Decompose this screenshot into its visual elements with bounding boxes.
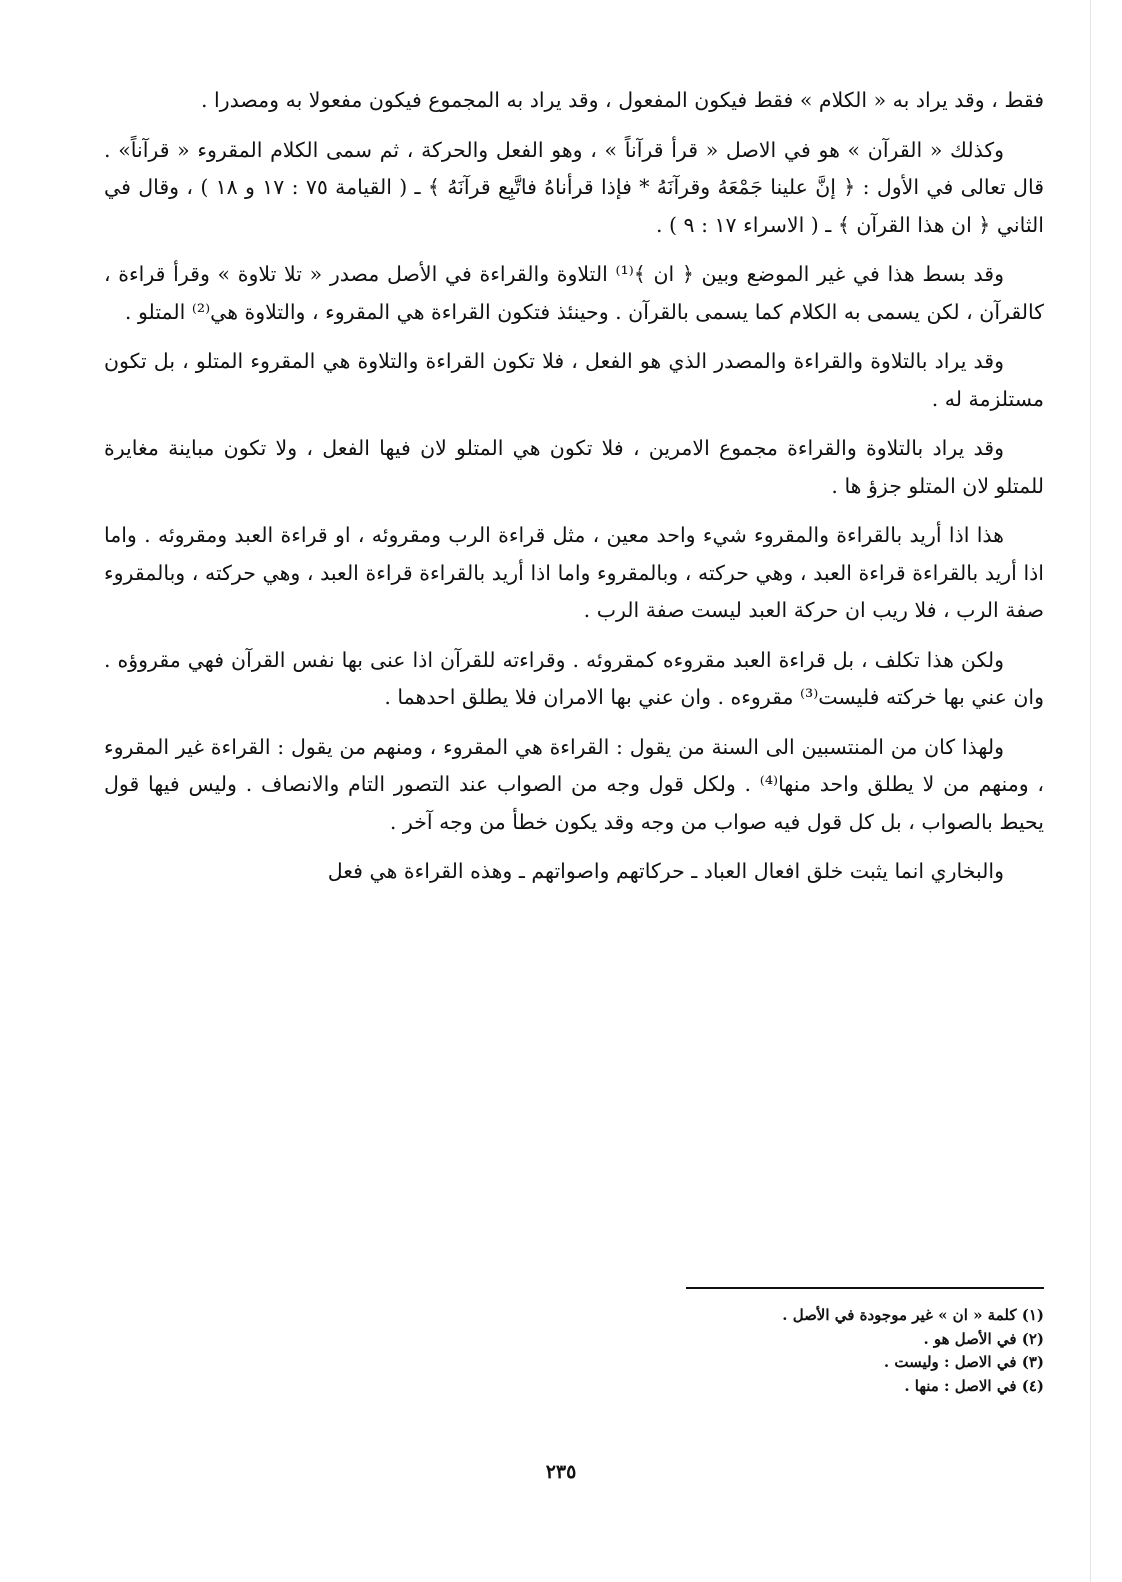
footnote-2: (٢) في الأصل هو .: [923, 1329, 1044, 1348]
paragraph-7: ولكن هذا تكلف ، بل قراءة العبد مقروءه كمقروئه . وقراءته للقرآن اذا عنى بها نفس القرآن فهي مقروؤه . وان عني بها خركته فليست⁽³⁾ مقروءه . وان عني بها الامران فلا يطلق احدهما .: [104, 647, 1044, 709]
footnotes-section: [600, 1304, 1044, 1398]
paragraph-8: ولهذا كان من المنتسبين الى السنة من يقول : القراءة هي المقروء ، ومنهم من يقول : القراءة غير المقروء ، ومنهم من لا يطلق واحد منها⁽⁴⁾ . ولكل قول وجه من الصواب عند التصور التام والانصاف . وليس فيها قول يحيط بالصواب ، بل كل قول فيه صواب من وجه وقد يكون خطأ من وجه آخر .: [104, 734, 1044, 834]
paragraph-6: هذا اذا أريد بالقراءة والمقروء شيء واحد معين ، مثل قراءة الرب ومقروئه ، او قراءة العبد ومقروئه . واما اذا أريد بالقراءة قراءة العبد ، وهي حركته ، وبالمقروء واما اذا أريد بالقراءة قراءة العبد ، وهي حركته ، وبالمقروء صفة الرب ، فلا ريب ان حركة العبد ليست صفة الرب .: [104, 523, 1044, 622]
paragraph-2: وكذلك « القرآن » هو في الاصل « قرأ قرآناً » ، وهو الفعل والحركة ، ثم سمى الكلام المقروء « قرآناً» . قال تعالى في الأول : ﴿ إنَّ علينا جَمْعَهُ وقرآنَهُ * فإذا قرأناهُ فاتَّبِع قرآنَهُ ﴾ ـ ( القيامة ٧٥ : ١٧ و ١٨ ) ، وقال في الثاني ﴿ ان هذا القرآن ﴾ ـ ( الاسراء ١٧ : ٩ ) .: [104, 137, 1045, 237]
footnote-3: (٣) في الاصل : وليست .: [883, 1353, 1044, 1371]
main-text-body: [104, 82, 1044, 891]
paragraph-5: وقد يراد بالتلاوة والقراءة مجموع الامرين ، فلا تكون هي المتلو لان فيها الفعل ، ولا تكون مباينة مغايرة للمتلو لان المتلو جزؤ ها .: [104, 436, 1044, 498]
footnote-1: (١) كلمة « ان » غير موجودة في الأصل .: [782, 1306, 1044, 1324]
footnote-separator: [686, 1287, 1044, 1289]
paragraph-3: وقد بسط هذا في غير الموضع وبين ﴿ ان ﴾⁽¹⁾ التلاوة والقراءة في الأصل مصدر « تلا تلاوة » وقرأ قراءة ، كالقرآن ، لكن يسمى به الكلام كما يسمى بالقرآن . وحينئذ فتكون القراءة هي المقروء ، والتلاوة هي⁽²⁾ المتلو .: [104, 262, 1044, 324]
paragraph-9: والبخاري انما يثبت خلق افعال العباد ـ حركاتهم واصواتهم ـ وهذه القراءة هي فعل: [327, 859, 1004, 883]
paragraph-4: وقد يراد بالتلاوة والقراءة والمصدر الذي هو الفعل ، فلا تكون القراءة والتلاوة هي المقروء المتلو ، بل تكون مستلزمة له .: [104, 349, 1044, 411]
paragraph-1: فقط ، وقد يراد به « الكلام » فقط فيكون المفعول ، وقد يراد به المجموع فيكون مفعولا به ومصدرا .: [201, 88, 1044, 112]
page-number: ٢٣٥: [545, 1461, 577, 1483]
page-edge-line: [1090, 0, 1091, 1582]
footnote-4: (٤) في الاصل : منها .: [904, 1376, 1044, 1395]
